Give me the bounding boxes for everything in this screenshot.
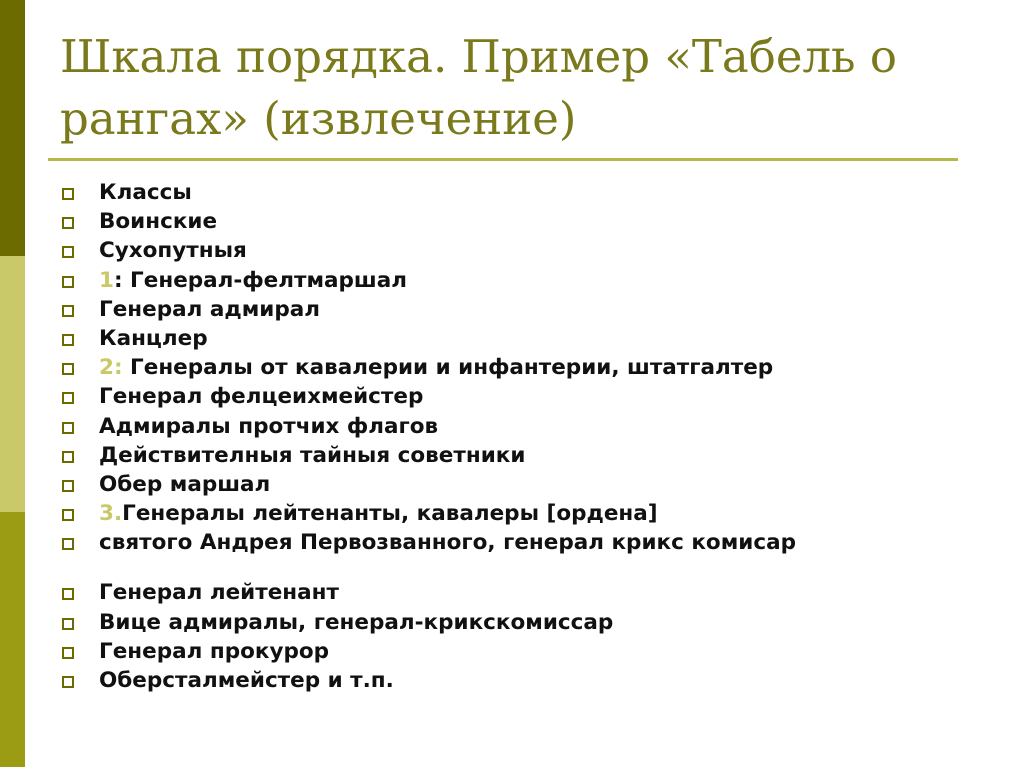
list-item-text: Генерал прокурор	[99, 638, 330, 664]
hollow-square-icon	[62, 305, 74, 317]
hollow-square-icon	[62, 363, 74, 375]
hollow-square-icon	[62, 480, 74, 492]
list-item	[60, 528, 796, 557]
list-item	[60, 266, 796, 295]
side-bar-bottom	[0, 512, 25, 767]
list-item	[60, 637, 796, 666]
list-item-text: Классы	[99, 180, 192, 205]
hollow-square-icon	[62, 451, 74, 463]
hollow-square-icon	[62, 647, 74, 659]
hollow-square-icon	[62, 422, 74, 434]
hollow-square-icon	[62, 188, 74, 200]
list-item-text: Воинские	[99, 209, 218, 235]
list-item	[60, 382, 796, 411]
list-item-text: Адмиралы протчих флагов	[99, 413, 439, 439]
list-item-text: Обер маршал	[99, 471, 271, 497]
list-item-text: святого Андрея Первозванного, генерал крикс комисар	[99, 530, 796, 556]
list-item	[60, 666, 796, 695]
list-item	[60, 470, 796, 499]
hollow-square-icon	[62, 276, 74, 288]
list-item	[60, 578, 796, 607]
list-item-text: Генералы лейтенанты, кавалеры [ордена]	[122, 501, 658, 527]
list-item	[60, 412, 796, 441]
rank-number: 1	[99, 267, 114, 293]
hollow-square-icon	[62, 676, 74, 688]
list-item	[60, 353, 796, 382]
title-divider	[48, 158, 958, 161]
rank-list	[60, 178, 796, 695]
list-item	[60, 499, 796, 528]
hollow-square-icon	[62, 618, 74, 630]
rank-number: 3.	[99, 501, 123, 527]
list-item-text: Канцлер	[99, 325, 208, 351]
hollow-square-icon	[62, 509, 74, 521]
hollow-square-icon	[62, 538, 74, 550]
hollow-square-icon	[62, 588, 74, 600]
list-item-text: Действителныя тайныя советники	[99, 442, 526, 468]
list-item	[60, 295, 796, 324]
hollow-square-icon	[62, 246, 74, 258]
list-item-text: Сухопутныя	[99, 238, 247, 264]
list-item-text: Вице адмиралы, генерал-крикскомиссар	[99, 609, 614, 635]
hollow-square-icon	[62, 217, 74, 229]
list-item	[60, 324, 796, 353]
slide-title: Шкала порядка. Пример «Табель о рангах» (извлечение)	[60, 30, 897, 145]
list-item-text: Генерал адмирал	[99, 296, 321, 322]
side-bar-middle	[0, 256, 25, 512]
list-item	[60, 178, 796, 207]
list-item-text: : Генерал-фелтмаршал	[113, 267, 408, 293]
side-bar-top	[0, 0, 25, 256]
list-item	[60, 608, 796, 637]
list-item	[60, 236, 796, 265]
list-item-text: Генерал лейтенант	[99, 580, 339, 606]
rank-number: 2:	[99, 355, 123, 381]
list-item	[60, 441, 796, 470]
list-item-text: Генералы от кавалерии и инфантерии, штатгалтер	[122, 355, 774, 381]
list-item-text: Генерал фелцеихмейстер	[99, 384, 424, 410]
hollow-square-icon	[62, 392, 74, 404]
list-item	[60, 207, 796, 236]
list-item-text: Оберсталмейстер и т.п.	[99, 668, 394, 693]
hollow-square-icon	[62, 334, 74, 346]
